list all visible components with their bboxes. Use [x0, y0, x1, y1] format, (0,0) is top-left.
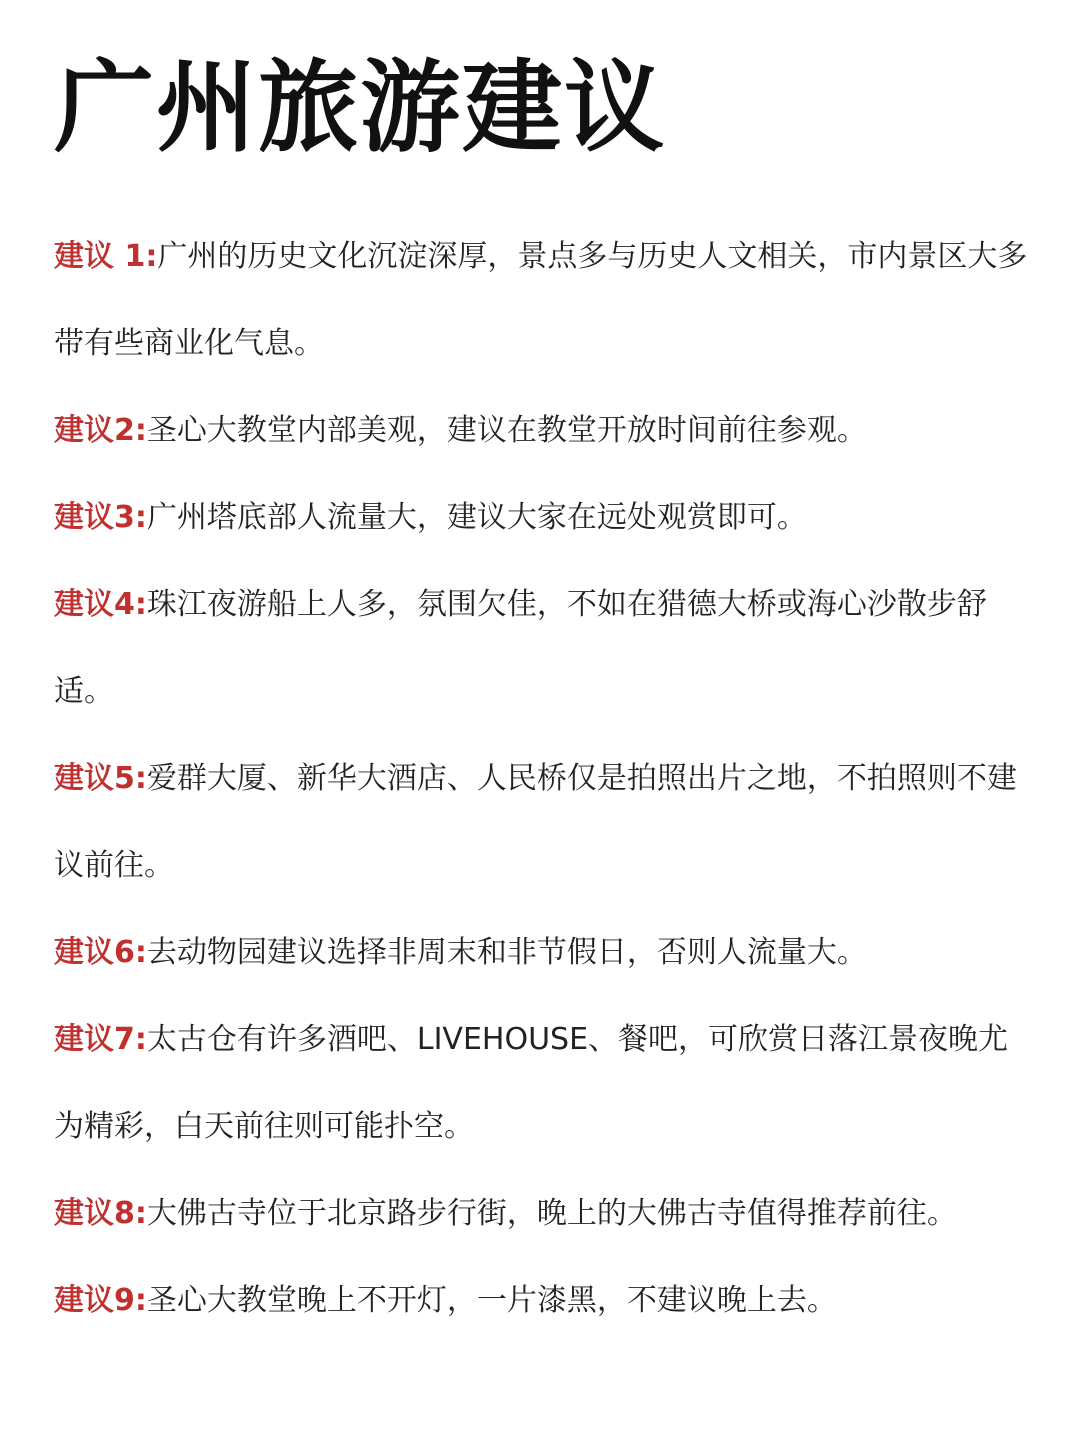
tip-text: 爱群大厦、新华大酒店、人民桥仅是拍照出片之地，不拍照则不建议前往。: [54, 761, 1017, 883]
tip-label: 建议 1:: [54, 239, 158, 274]
tip-label: 建议3:: [54, 500, 147, 535]
tip-text: 广州塔底部人流量大，建议大家在远处观赏即可。: [146, 500, 807, 535]
tip-text: 圣心大教堂内部美观，建议在教堂开放时间前往参观。: [146, 413, 867, 448]
tip-text: 广州的历史文化沉淀深厚，景点多与历史人文相关，市内景区大多带有些商业化气息。: [54, 239, 1028, 361]
page-title: 广州旅游建议: [54, 49, 666, 166]
tip-label: 建议9:: [54, 1283, 147, 1318]
tip-label: 建议4:: [54, 587, 147, 622]
tip-item-3: [54, 474, 1029, 561]
tip-item-7: [54, 996, 1029, 1170]
tip-item-4: [54, 561, 1029, 735]
tips-list: [54, 213, 1029, 1344]
tip-text: 珠江夜游船上人多，氛围欠佳，不如在猎德大桥或海心沙散步舒适。: [54, 587, 987, 709]
tip-text: 太古仓有许多酒吧、LIVEHOUSE、餐吧，可欣赏日落江景夜晚尤为精彩，白天前往则可能扑空。: [54, 1022, 1009, 1144]
tip-label: 建议2:: [54, 413, 147, 448]
tip-text: 圣心大教堂晚上不开灯，一片漆黑，不建议晚上去。: [146, 1283, 837, 1318]
tip-item-5: [54, 735, 1029, 909]
tip-item-9: [54, 1257, 1029, 1344]
tip-text: 去动物园建议选择非周末和非节假日，否则人流量大。: [146, 935, 867, 970]
tip-item-2: [54, 387, 1029, 474]
tip-item-1: [54, 213, 1029, 387]
tip-label: 建议7:: [54, 1022, 147, 1057]
tip-label: 建议8:: [54, 1196, 147, 1231]
tip-item-8: [54, 1170, 1029, 1257]
tip-text: 大佛古寺位于北京路步行街，晚上的大佛古寺值得推荐前往。: [146, 1196, 957, 1231]
tip-label: 建议5:: [54, 761, 147, 796]
tip-label: 建议6:: [54, 935, 147, 970]
tip-item-6: [54, 909, 1029, 996]
